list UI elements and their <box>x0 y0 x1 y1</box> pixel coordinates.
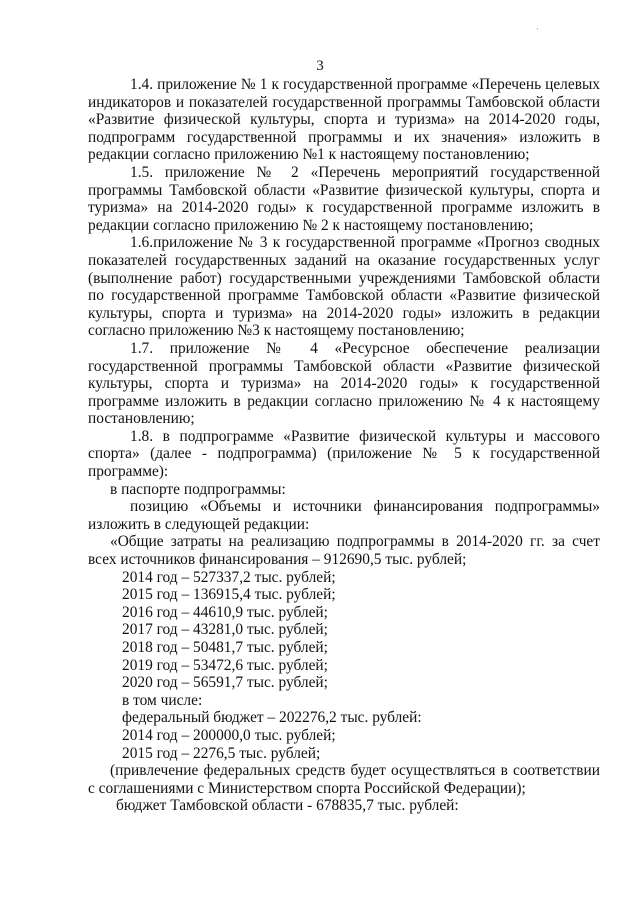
margin-mark: · <box>536 24 539 34</box>
including-line: в том числе: <box>122 691 203 709</box>
total-cost-paragraph: «Общие затраты на реализацию подпрограммы в 2014-2020 гг. за счет всех источников финансирования – 912690,5 тыс. рублей; <box>88 533 600 569</box>
year-line: 2014 год – 527337,2 тыс. рублей; <box>122 568 336 586</box>
page-number: 3 <box>316 58 324 74</box>
paragraph-1-7: 1.7. приложение № 4 «Ресурсное обеспечение реализации государственной программы Тамбовской области «Развитие физической культуры, спорта и туризма» на 2014-2020 годы» к государственной программе изложить в редакции согласно приложению № 4 к настоящему постановлению; <box>88 339 600 428</box>
federal-year-line: 2014 год – 200000,0 тыс. рублей; <box>122 726 336 744</box>
year-line: 2020 год – 56591,7 тыс. рублей; <box>122 674 328 692</box>
position-paragraph: позицию «Объемы и источники финансирования подпрограммы» изложить в следующей редакции: <box>88 498 600 533</box>
regional-budget-line: бюджет Тамбовской области - 678835,7 тыс. рублей: <box>116 797 459 815</box>
paragraph-1-4: 1.4. приложение № 1 к государственной программе «Перечень целевых индикаторов и показателей государственной программы Тамбовской области «Развитие физической культуры, спорта и туризма» на 2014-2020 годы, подпрограмм государственной программы и их значения» изложить в редакции согласно приложению №1 к настоящему постановлению; <box>88 76 600 164</box>
federal-budget-line: федеральный бюджет – 202276,2 тыс. рублей: <box>122 709 422 727</box>
document-body <box>88 76 600 815</box>
year-line: 2015 год – 136915,4 тыс. рублей; <box>122 586 336 604</box>
passport-line: в паспорте подпрограммы: <box>110 480 286 498</box>
paragraph-1-8: 1.8. в подпрограмме «Развитие физической культуры и массового спорта» (далее - подпрограмма) (приложение № 5 к государственной программе): <box>88 427 600 481</box>
year-line: 2018 год – 50481,7 тыс. рублей; <box>122 639 328 656</box>
attraction-note: (привлечение федеральных средств будет осуществляться в соответствии с соглашениями с Министерством спорта Российской Федерации); <box>88 762 600 797</box>
year-line: 2017 год – 43281,0 тыс. рублей; <box>122 621 328 639</box>
year-line: 2016 год – 44610,9 тыс. рублей; <box>122 603 328 621</box>
federal-year-line: 2015 год – 2276,5 тыс. рублей; <box>122 744 321 762</box>
paragraph-1-5: 1.5. приложение № 2 «Перечень мероприятий государственной программы Тамбовской области «Развитие физической культуры, спорта и туризма» на 2014-2020 годы» к государственной программе изложить в редакции согласно приложению № 2 к настоящему постановлению; <box>88 163 600 234</box>
year-line: 2019 год – 53472,6 тыс. рублей; <box>122 656 328 674</box>
paragraph-1-6: 1.6.приложение № 3 к государственной программе «Прогноз сводных показателей государственных заданий на оказание государственных услуг (выполнение работ) государственными учреждениями Тамбовской области по государственной программе Тамбовской области «Развитие физической культуры, спорта и туризма» на 2014-2020 годы» изложить в редакции согласно приложению №3 к настоящему постановлению; <box>88 234 600 340</box>
